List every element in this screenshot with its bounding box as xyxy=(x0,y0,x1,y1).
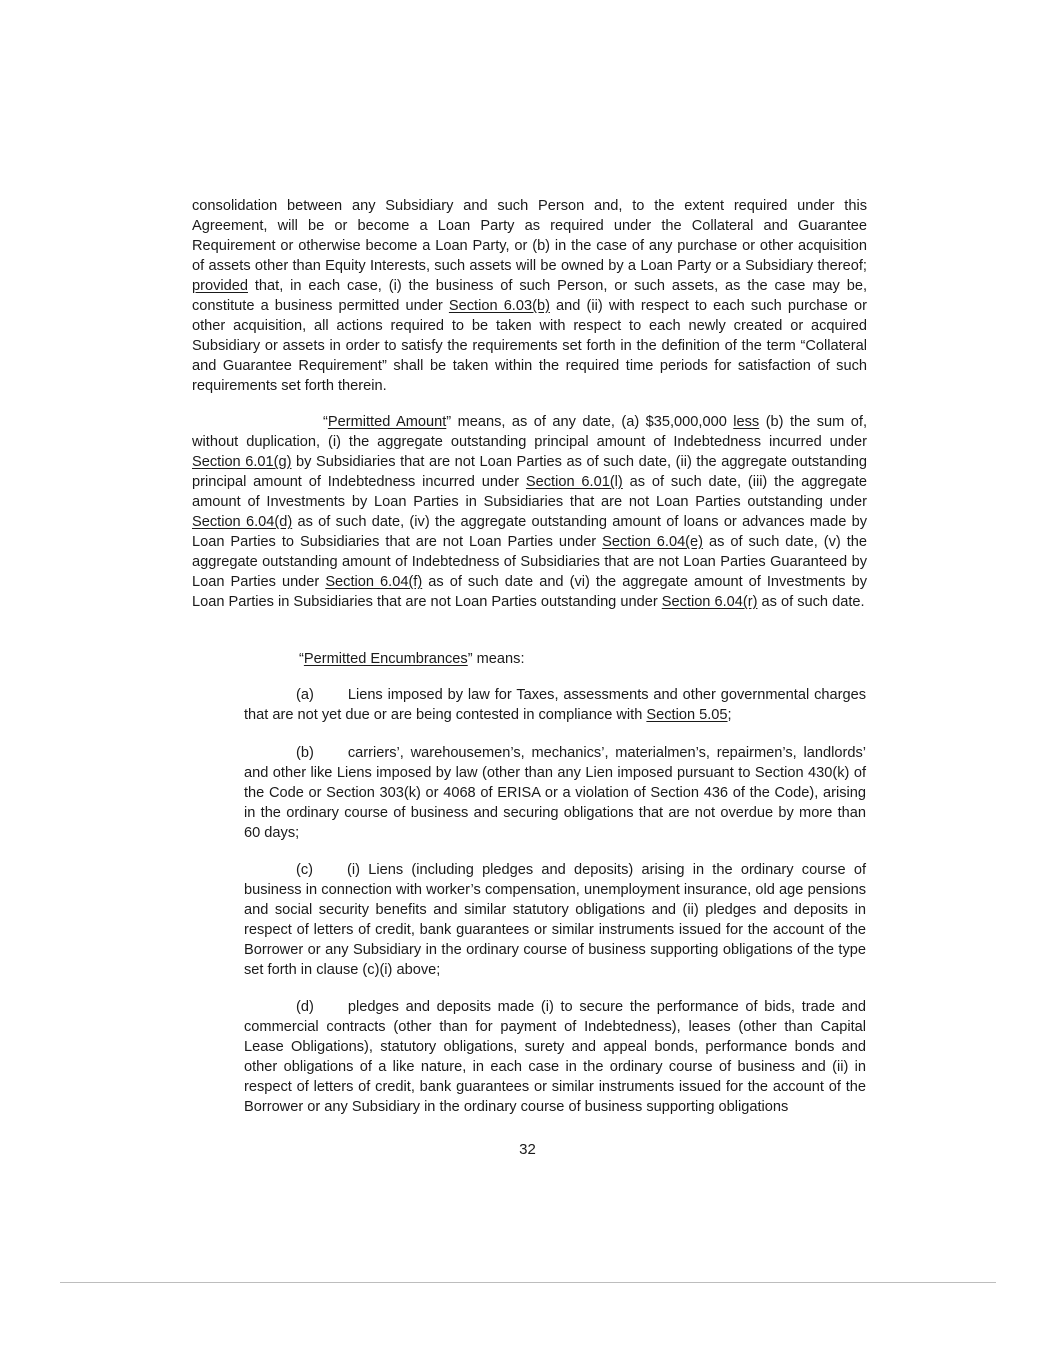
text-segment: and (ii) with respect to each such purchase or other acquisition, all actions required to be taken with respect to each newly created or acquired Subsidiary or assets in order to satisfy the requirements set forth in the definition of the term “Collateral and Guarantee Requirement” shall be taken within the required time periods for satisfaction of such requirements set forth therein. xyxy=(192,298,867,394)
text-segment: that, in each case, (i) the business of such Person, or such assets, as the case may be, constitute a business permitted under xyxy=(192,278,867,314)
text-segment: as of such date. xyxy=(757,594,865,610)
text-segment: as of such date, (iv) the aggregate outstanding amount of loans or advances made by Loan Parties to Subsidiaries that are not Loan Parties under xyxy=(192,514,867,550)
page-number: 32 xyxy=(519,1141,536,1158)
section-reference: Section 6.04(d) xyxy=(192,514,293,530)
text-segment: ; xyxy=(727,707,732,723)
provided-term: provided xyxy=(192,278,248,294)
paragraph-permitted-encumbrances xyxy=(192,649,867,669)
text-segment: carriers’, warehousemen’s, mechanics’, materialmen’s, repairmen’s, landlords’ and other like Liens imposed by law (other than any Lien imposed pursuant to Section 430(k) of the Code or Section 303(k) or 4068 of ERISA or a violation of Section 436 of the Code), arising in the ordinary course of business and securing obligations that are not overdue by more than 60 days; xyxy=(244,745,866,841)
text-segment: by Subsidiaries that are not Loan Parties as of such date, (ii) the aggregate outstanding principal amount of Indebtedness incurred under xyxy=(192,454,867,490)
section-reference: Section 6.04(e) xyxy=(602,534,704,550)
clause-label: (c) xyxy=(296,862,314,878)
paragraph-continuation xyxy=(192,196,867,396)
defined-term: Permitted Amount xyxy=(327,414,447,430)
clause-label: (d) xyxy=(296,999,314,1015)
text-segment: consolidation between any Subsidiary and such Person and, to the extent required under this Agreement, will be or become a Loan Party as required under the Collateral and Guarantee Requirement or otherwise become a Loan Party, or (b) in the case of any purchase or other acquisition of assets other than Equity Interests, such assets will be owned by a Loan Party or a Subsidiary thereof; xyxy=(192,198,867,274)
text-segment: as of such date and (vi) the aggregate amount of Investments by Loan Parties in Subsidiaries that are not Loan Parties outstanding under xyxy=(192,574,868,610)
clause-label: (b) xyxy=(296,745,314,761)
clause-label: (a) xyxy=(296,687,314,703)
text-segment: (i) Liens (including pledges and deposits) arising in the ordinary course of business in connection with worker’s compensation, unemployment insurance, old age pensions and social security benefits and similar statutory obligations and (ii) pledges and deposits in respect of letters of credit, bank guarantees or similar instruments issued for the account of the Borrower or any Subsidiary in the ordinary course of business supporting obligations of the type set forth in clause (c)(i) above; xyxy=(244,862,866,978)
text-segment: (b) the sum of, without duplication, (i) the aggregate outstanding principal amount of Indebtedness incurred under xyxy=(192,414,868,450)
section-reference: Section 6.01(g) xyxy=(192,454,292,470)
clause-c xyxy=(244,860,866,980)
clause-b xyxy=(244,743,866,843)
text-segment: as of such date, (v) the aggregate outstanding amount of Indebtedness of Subsidiaries that are not Loan Parties Guaranteed by Loan Parties under xyxy=(192,534,867,590)
section-reference: Section 6.04(r) xyxy=(661,594,758,610)
text-segment: Liens imposed by law for Taxes, assessments and other governmental charges that are not yet due or are being contested in compliance with xyxy=(244,687,866,723)
text-segment: as of such date, (iii) the aggregate amount of Investments by Loan Parties in Subsidiaries that are not Loan Parties outstanding under xyxy=(192,474,867,510)
text-segment: ” means: xyxy=(467,651,525,667)
text-segment: pledges and deposits made (i) to secure the performance of bids, trade and commercial contracts (other than for payment of Indebtedness), leases (other than Capital Lease Obligations), statutory obligations, surety and appeal bonds, performance bonds and other obligations of a like nature, in each case in the ordinary course of business and (ii) in respect of letters of credit, bank guarantees or similar instruments issued for the account of the Borrower or any Subsidiary in the ordinary course of business supporting obligations xyxy=(244,999,866,1115)
text-segment: “ xyxy=(299,651,304,667)
footer-divider xyxy=(60,1282,996,1283)
section-reference: Section 6.03(b) xyxy=(448,298,550,314)
clause-d xyxy=(244,997,866,1117)
clause-a xyxy=(244,685,866,725)
section-reference: Section 5.05 xyxy=(646,707,728,723)
paragraph-permitted-amount xyxy=(192,412,867,612)
section-reference: Section 6.01(l) xyxy=(525,474,623,490)
text-segment: ” means, as of any date, (a) $35,000,000 xyxy=(446,414,734,430)
text-segment: “ xyxy=(323,414,328,430)
section-reference: Section 6.04(f) xyxy=(325,574,423,590)
defined-term: Permitted Encumbrances xyxy=(303,651,468,667)
less-term: less xyxy=(733,414,760,430)
